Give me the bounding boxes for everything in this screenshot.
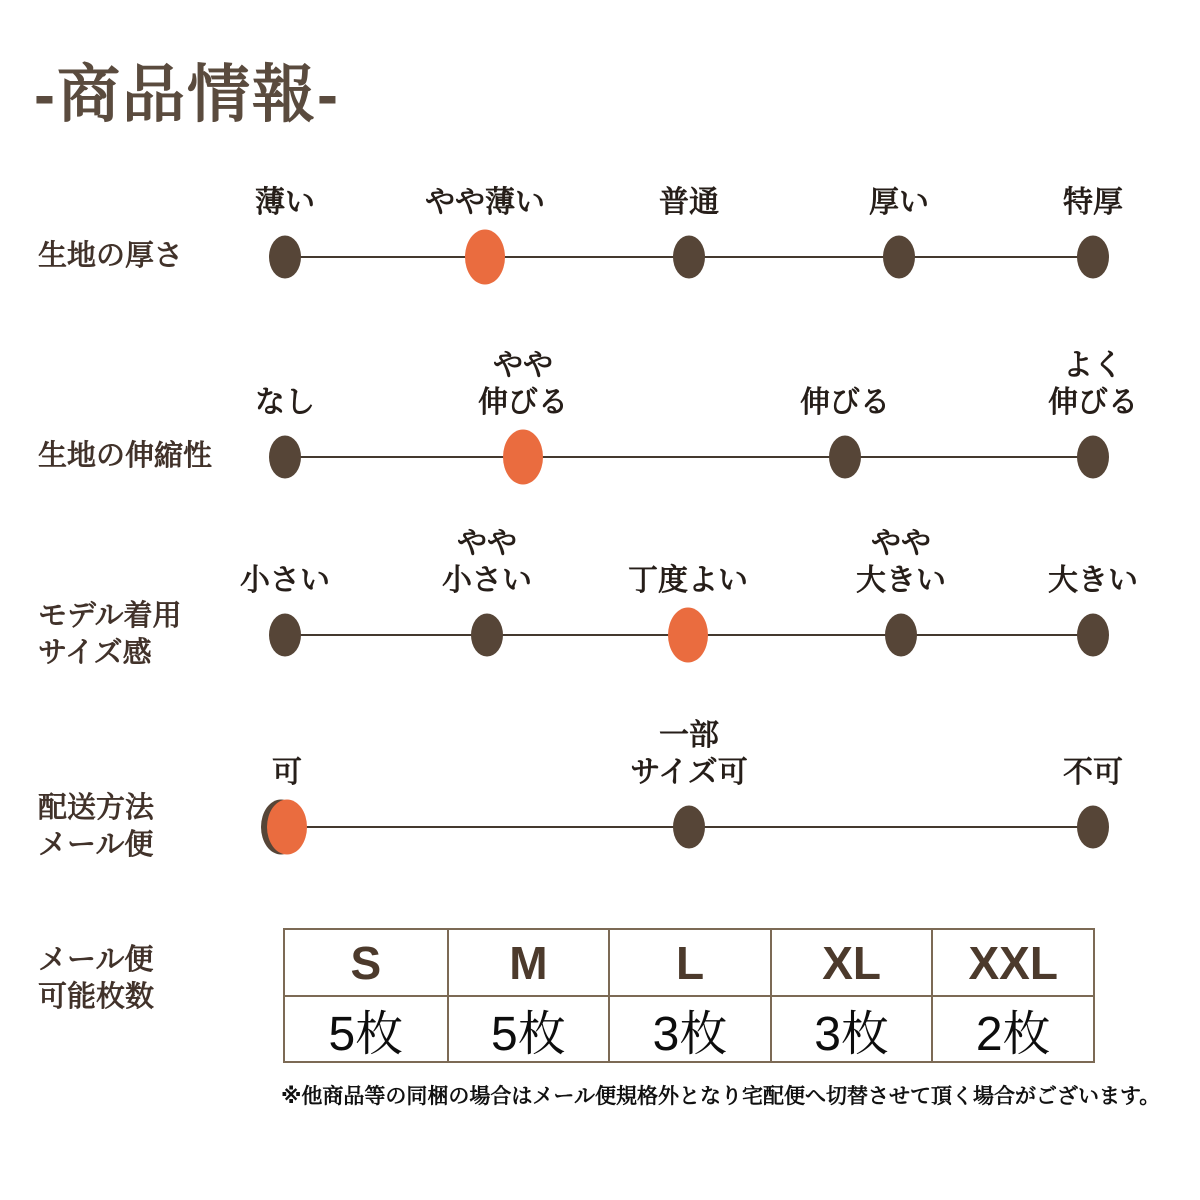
row-label-size-fit: モデル着用 サイズ感	[38, 600, 182, 669]
page-title: -商品情報-	[34, 60, 340, 130]
row-label-mail-delivery: 配送方法 メール便	[38, 792, 155, 861]
scale-dot-selected	[267, 800, 307, 855]
scale-dot	[673, 236, 705, 279]
table-header-m: M	[447, 930, 609, 995]
option-label: 普通	[659, 186, 719, 219]
table-header-s: S	[350, 936, 382, 989]
table-header-xxl: XXL	[931, 930, 1093, 995]
table-header-xl: XL	[770, 930, 932, 995]
option-label: やや 小さい	[442, 527, 532, 597]
scale-dot	[1077, 806, 1109, 849]
option-label: やや薄い	[425, 186, 545, 219]
table-value-xl: 3枚	[770, 995, 932, 1061]
option-label: 特厚	[1063, 186, 1123, 219]
option-label: 不可	[1063, 756, 1123, 789]
scale-line	[285, 456, 1093, 458]
footnote: ※他商品等の同梱の場合はメール便規格外となり宅配便へ切替させて頂く場合がございます。	[281, 1085, 1161, 1108]
scale-dot	[269, 236, 301, 279]
table-header-l: L	[608, 930, 770, 995]
option-label: 小さい	[240, 564, 330, 597]
scale-dot	[883, 236, 915, 279]
option-label: 一部 サイズ可	[630, 719, 748, 789]
option-label: 薄い	[255, 186, 315, 219]
option-label: 大きい	[1048, 564, 1138, 597]
table-value-l: 3枚	[608, 995, 770, 1061]
scale-dot-selected	[668, 608, 708, 663]
scale-dot	[269, 614, 301, 657]
table-value-xxl: 2枚	[931, 995, 1093, 1061]
table-value-m: 5枚	[447, 995, 609, 1061]
scale-dot	[885, 614, 917, 657]
row-label-fabric-stretch: 生地の伸縮性	[38, 440, 213, 472]
table-value-s: 5枚	[285, 995, 447, 1061]
scale-dot	[673, 806, 705, 849]
option-label: なし	[255, 386, 315, 419]
scale-dot	[269, 436, 301, 479]
scale-dot	[471, 614, 503, 657]
option-label: 伸びる	[800, 386, 890, 419]
option-label: 可	[272, 756, 302, 789]
mail-capacity-table	[283, 928, 1095, 1063]
row-label-fabric-thickness: 生地の厚さ	[38, 240, 184, 272]
scale-dot	[1077, 236, 1109, 279]
option-label: やや 大きい	[856, 527, 946, 597]
option-label: よく 伸びる	[1048, 349, 1138, 419]
scale-dot	[829, 436, 861, 479]
scale-dot	[1077, 436, 1109, 479]
option-label: やや 伸びる	[478, 349, 568, 419]
scale-dot-selected	[503, 430, 543, 485]
row-label-mail-capacity: メール便 可能枚数	[38, 944, 155, 1013]
option-label: 丁度よい	[628, 564, 748, 597]
scale-dot-selected	[465, 230, 505, 285]
option-label: 厚い	[869, 186, 929, 219]
scale-dot	[1077, 614, 1109, 657]
